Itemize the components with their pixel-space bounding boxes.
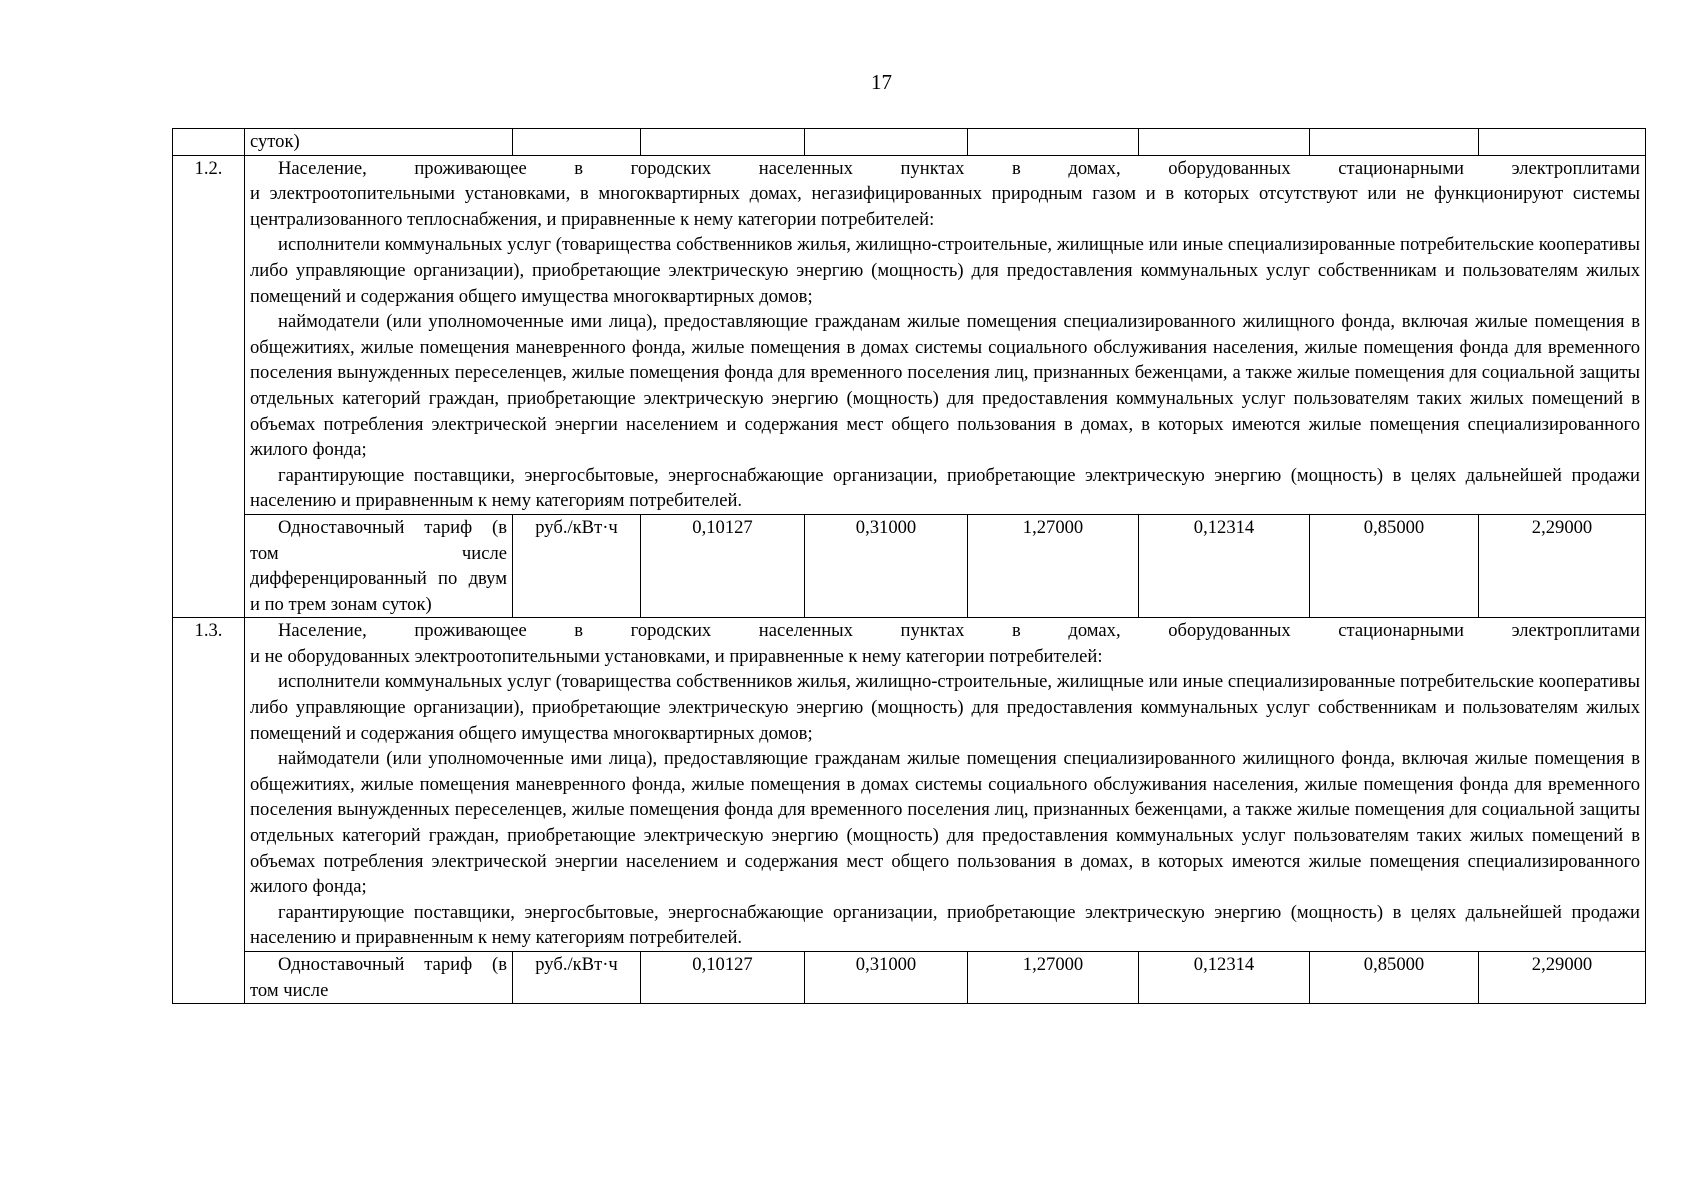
row-number-cell	[173, 129, 245, 156]
value-cell: 0,10127	[641, 952, 805, 1004]
value-cell: 0,10127	[641, 514, 805, 617]
value-cell: 0,31000	[805, 952, 968, 1004]
value-cell: 1,27000	[968, 514, 1139, 617]
paragraph: исполнители коммунальных услуг (товарищества собственников жилья, жилищно-строительные, жилищные или иные специализированные потребительские кооперативы либо управляющие организации), приобретающие электрическую энергию (мощность) для предоставления коммунальных услуг собственникам и пользователям жилых помещений и содержания общего имущества многоквартирных домов;	[250, 671, 1640, 744]
tariff-label-cell: Одноставочный тариф (в том числе	[245, 952, 513, 1004]
value-cell: 0,85000	[1310, 514, 1479, 617]
page-number: 17	[871, 70, 892, 94]
value-cell: 0,12314	[1139, 952, 1310, 1004]
section-description	[245, 618, 1646, 952]
value-cell: 1,27000	[968, 952, 1139, 1004]
value-cell	[1479, 129, 1646, 156]
paragraph: гарантирующие поставщики, энергосбытовые, энергоснабжающие организации, приобретающие электрическую энергию (мощность) в целях дальнейшей продажи населению и приравненным к нему категориям потребителей.	[250, 901, 1640, 949]
paragraph: наймодатели (или уполномоченные ими лица), предоставляющие гражданам жилые помещения специализированного жилищного фонда, включая жилые помещения в общежитиях, жилые помещения маневренного фонда, жилые помещения в домах системы социального обслуживания населения, жилые помещения фонда для временного поселения вынужденных переселенцев, жилые помещения фонда для временного поселения лиц, признанных беженцами, а также жилые помещения для социальной защиты отдельных категорий граждан, приобретающие электрическую энергию (мощность) для предоставления коммунальных услуг пользователям таких жилых помещений в объемах потребления электрической энергии населением и содержания мест общего пользования в домах, в которых имеются жилые помещения специализированного жилого фонда;	[250, 748, 1640, 898]
section-heading-line: Население, проживающее в городских населенных пунктах в домах, оборудованных стационарными электроплитами	[278, 620, 1640, 642]
unit-cell: руб./кВт·ч	[513, 952, 641, 1004]
value-cell: 0,85000	[1310, 952, 1479, 1004]
table-row	[173, 129, 1646, 156]
value-cell: 2,29000	[1479, 514, 1646, 617]
section-heading-rest: и не оборудованных электроотопительными установками, и приравненные к нему категории потребителей:	[250, 645, 1103, 667]
section-heading-rest: и электроотопительными установками, в многоквартирных домах, негазифицированных природным газом и в которых отсутствуют или не функционируют системы централизованного теплоснабжения, и приравненные к нему категории потребителей:	[250, 183, 1640, 230]
value-cell: 0,12314	[1139, 514, 1310, 617]
section-number: 1.2.	[173, 155, 245, 618]
value-cell: 0,31000	[805, 514, 968, 617]
unit-cell: руб./кВт·ч	[513, 514, 641, 617]
tariff-row-1-3	[173, 952, 1646, 1004]
value-cell	[1310, 129, 1479, 156]
value-cell	[968, 129, 1139, 156]
section-row-1-2	[173, 155, 1646, 514]
value-cell	[805, 129, 968, 156]
paragraph: гарантирующие поставщики, энергосбытовые, энергоснабжающие организации, приобретающие электрическую энергию (мощность) в целях дальнейшей продажи населению и приравненным к нему категориям потребителей.	[250, 464, 1640, 512]
section-row-1-3	[173, 618, 1646, 952]
section-number: 1.3.	[173, 618, 245, 1004]
tariff-label-cell: суток)	[245, 129, 513, 156]
paragraph: исполнители коммунальных услуг (товарищества собственников жилья, жилищно-строительные, жилищные или иные специализированные потребительские кооперативы либо управляющие организации), приобретающие электрическую энергию (мощность) для предоставления коммунальных услуг собственникам и пользователям жилых помещений и содержания общего имущества многоквартирных домов;	[250, 234, 1640, 307]
tariff-row-1-2	[173, 514, 1646, 617]
value-cell	[641, 129, 805, 156]
section-description	[245, 155, 1646, 514]
paragraph: наймодатели (или уполномоченные ими лица), предоставляющие гражданам жилые помещения специализированного жилищного фонда, включая жилые помещения в общежитиях, жилые помещения маневренного фонда, жилые помещения в домах системы социального обслуживания населения, жилые помещения фонда для временного поселения вынужденных переселенцев, жилые помещения фонда для временного поселения лиц, признанных беженцами, а также жилые помещения для социальной защиты отдельных категорий граждан, приобретающие электрическую энергию (мощность) для предоставления коммунальных услуг пользователям таких жилых помещений в объемах потребления электрической энергии населением и содержания мест общего пользования в домах, в которых имеются жилые помещения специализированного жилого фонда;	[250, 311, 1640, 461]
unit-cell	[513, 129, 641, 156]
section-heading-line: Население, проживающее в городских населенных пунктах в домах, оборудованных стационарными электроплитами	[278, 157, 1640, 179]
value-cell: 2,29000	[1479, 952, 1646, 1004]
tariff-table	[172, 128, 1646, 1004]
value-cell	[1139, 129, 1310, 156]
tariff-label-cell: Одноставочный тариф (в том числе дифференцированный по двум и по трем зонам суток)	[245, 514, 513, 617]
